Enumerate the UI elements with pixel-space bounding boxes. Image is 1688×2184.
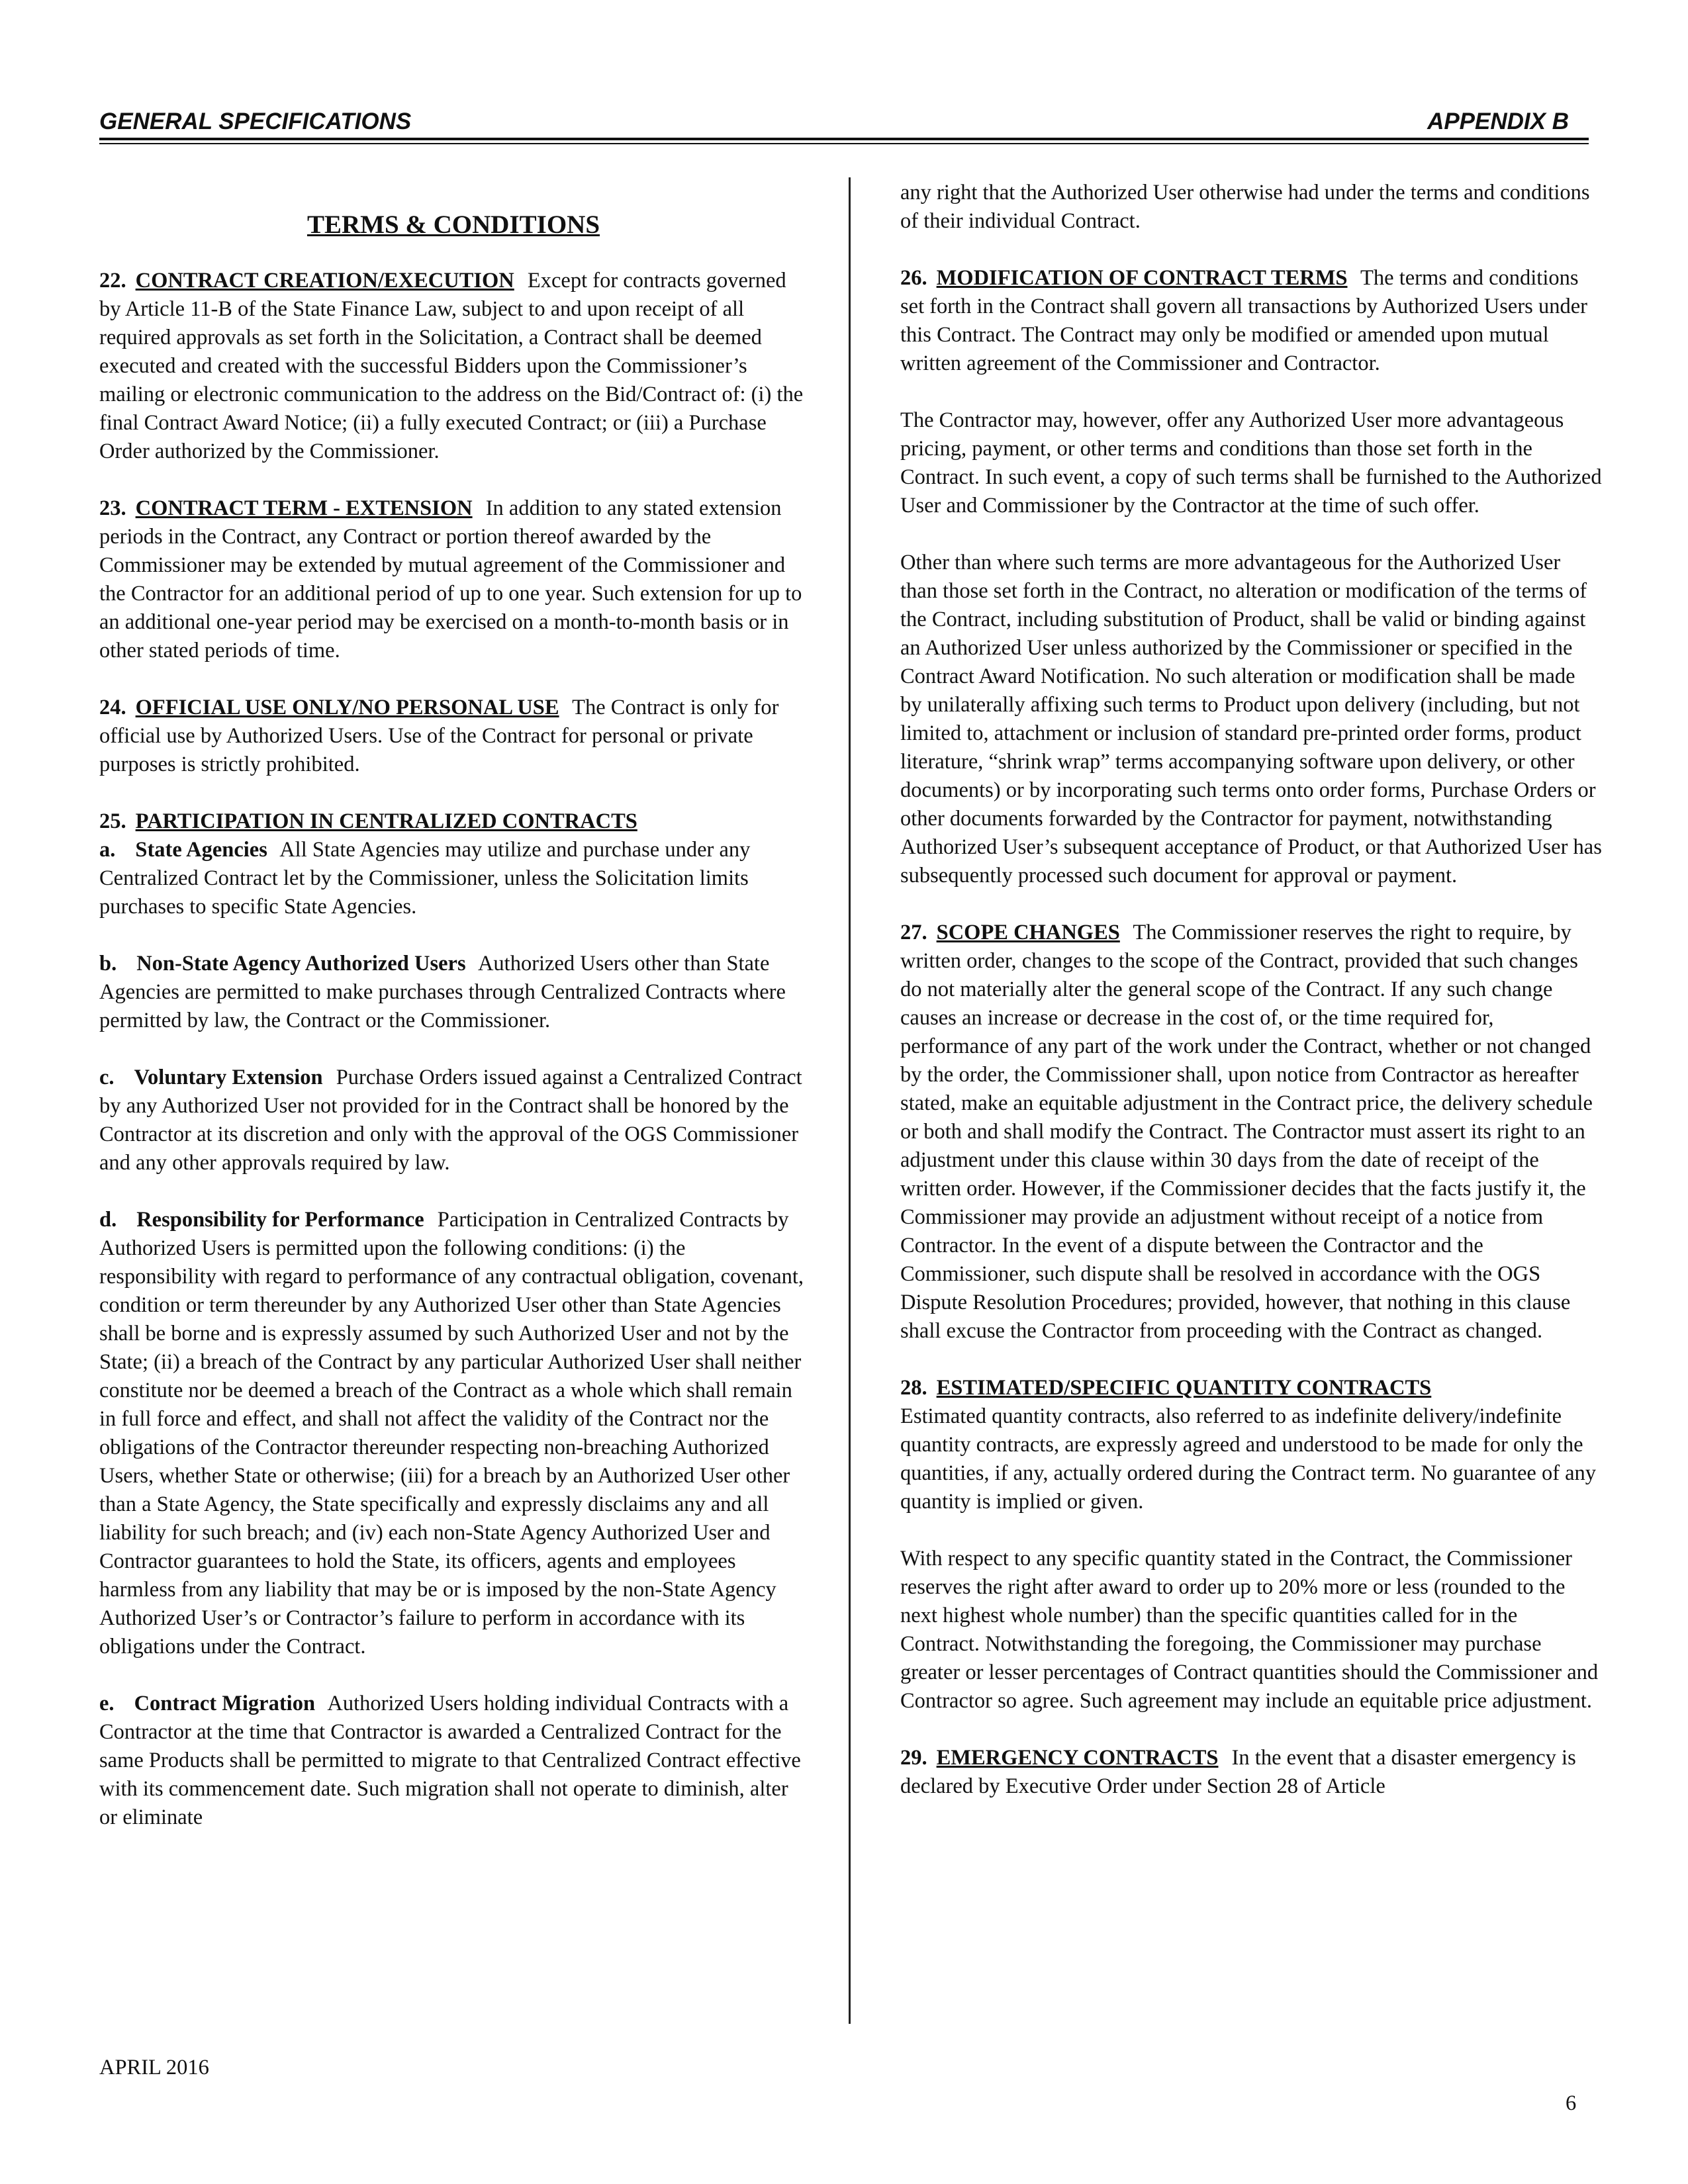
subsection-heading: Responsibility for Performance	[136, 1208, 424, 1232]
section-25b	[99, 950, 808, 1035]
section-text: The Contract is only for official use by Authorized Users. Use of the Contract for personal or private purposes is strictly prohibited.	[99, 696, 779, 776]
section-28-paragraph-2: With respect to any specific quantity stated in the Contract, the Commissioner reserves the right after award to order up to 20% more or less (rounded to the next highest whole number) than the specific quantities called for in the Contract. Notwithstanding the foregoing, the Commissioner may purchase greater or lesser percentages of Contract quantities should the Commissioner and Contractor so agree. Such agreement may include an equitable price adjustment.	[900, 1547, 1599, 1713]
section-heading: PARTICIPATION IN CENTRALIZED CONTRACTS	[135, 809, 637, 833]
section-number: 22.	[99, 269, 126, 293]
left-column	[99, 179, 808, 1832]
section-25d	[99, 1206, 808, 1661]
section-number: 27.	[900, 921, 927, 944]
section-text: The terms and conditions set forth in the Contract shall govern all transactions by Authorized Users under this Contract. The Contract may only be modified or amended upon mutual written agreement of the Commissioner and Contractor.	[900, 266, 1587, 375]
section-26-paragraph-3: Other than where such terms are more advantageous for the Authorized User than those set forth in the Contract, no alteration or modification of the terms of the Contract, including substitution of Product, shall be valid or binding against an Authorized User unless authorized by the Commissioner or specified in the Contract Award Notification. No such alteration or modification shall be made by unilaterally affixing such terms to Product upon delivery (including, but not limited to, attachment or inclusion of standard pre-printed order forms, product literature, “shrink wrap” terms accompanying software upon delivery, or other documents) or by incorporating such terms onto order forms, Purchase Orders or other documents forwarded by the Contractor for payment, notwithstanding Authorized User’s subsequent acceptance of Product, or that Authorized User has subsequently processed such document for approval or payment.	[900, 551, 1602, 887]
section-25a	[99, 807, 808, 921]
section-number: 25.	[99, 809, 126, 833]
section-text: Except for contracts governed by Article 11-B of the State Finance Law, subject to and upon receipt of all required approvals as set forth in the Solicitation, a Contract shall be deemed executed and created with the successful Bidders upon the Commissioner’s mailing or electronic communication to the address on the Bid/Contract of: (i) the final Contract Award Notice; (ii) a fully executed Contract; or (iii) a Purchase Order authorized by the Commissioner.	[99, 269, 804, 463]
section-number: 26.	[900, 266, 927, 290]
section-heading: SCOPE CHANGES	[936, 921, 1120, 944]
column-divider	[849, 177, 851, 2024]
subsection-text: Purchase Orders issued against a Centralized Contract by any Authorized User not provided for in the Contract shall be honored by the Contractor at its discretion and only with the approval of the OGS Commissioner and any other approvals required by law.	[99, 1066, 802, 1175]
page-title: TERMS & CONDITIONS	[306, 210, 600, 239]
subsection-text: All State Agencies may utilize and purchase under any Centralized Contract let by the Commissioner, unless the Solicitation limits purchases to specific State Agencies.	[99, 838, 751, 919]
subsection-text: Participation in Centralized Contracts by Authorized Users is permitted upon the following conditions: (i) the responsibility with regard to performance of any contractual obligation, covenant, condition or term thereunder by any Authorized User other than State Agencies shall be borne and is expressly assumed by such Authorized User and not by the State; (ii) a breach of the Contract by any particular Authorized User shall neither constitute nor be deemed a breach of the Contract as a whole which shall remain in full force and effect, and shall not affect the validity of the Contract nor the obligations of the Contractor thereunder respecting non-breaching Authorized Users, whether State or otherwise; (iii) for a breach by an Authorized User other than a State Agency, the State specifically and expressly disclaims any and all liability for such breach; and (iv) each non-State Agency Authorized User and Contractor guarantees to hold the State, its officers, agents and employees harmless from any liability that may be or is imposed by the non-State Agency Authorized User’s or Contractor’s failure to perform in accordance with its obligations under the Contract.	[99, 1208, 804, 1659]
section-heading: MODIFICATION OF CONTRACT TERMS	[936, 266, 1348, 290]
section-26	[900, 264, 1602, 378]
section-heading: CONTRACT CREATION/EXECUTION	[135, 269, 514, 293]
section-25e	[99, 1690, 808, 1832]
subsection-text: Authorized Users other than State Agencies are permitted to make purchases through Centralized Contracts where permitted by law, the Contract or the Commissioner.	[99, 952, 786, 1032]
subsection-heading: State Agencies	[135, 838, 267, 862]
subsection-letter: a.	[99, 838, 116, 862]
section-25c	[99, 1064, 808, 1177]
subsection-heading: Non-State Agency Authorized Users	[136, 952, 466, 976]
header-appendix: APPENDIX B	[1427, 109, 1569, 134]
subsection-letter: d.	[99, 1208, 117, 1232]
header-rule-thick	[99, 138, 1589, 140]
section-text: In the event that a disaster emergency is declared by Executive Order under Section 28 of Article	[900, 1746, 1576, 1798]
section-heading: CONTRACT TERM - EXTENSION	[135, 496, 473, 520]
subsection-heading: Voluntary Extension	[134, 1066, 323, 1089]
section-text: The Commissioner reserves the right to require, by written order, changes to the scope of the Contract, provided that such changes do not materially alter the general scope of the Contract. If any such change causes an increase or decrease in the cost of, or the time required for, performance of any part of the work under the Contract, whether or not changed by the order, the Commissioner shall, upon notice from Contractor as hereafter stated, make an equitable adjustment in the Contract price, the delivery schedule or both and shall modify the Contract. The Contractor must assert its right to an adjustment under this clause within 30 days from the date of receipt of the written order. However, if the Commissioner decides that the facts justify it, the Commissioner may provide an adjustment without receipt of a notice from Contractor. In the event of a dispute between the Contractor and the Commissioner, such dispute shall be resolved in accordance with the OGS Dispute Resolution Procedures; provided, however, that nothing in this clause shall excuse the Contractor from proceeding with the Contract as changed.	[900, 921, 1593, 1343]
section-22	[99, 267, 808, 466]
section-text: In addition to any stated extension periods in the Contract, any Contract or portion thereof awarded by the Commissioner may be extended by mutual agreement of the Commissioner and the Contractor for an additional period of up to one year. Such extension for up to an additional one-year period may be exercised on a month-to-month basis or in other stated periods of time.	[99, 496, 802, 662]
section-28	[900, 1374, 1602, 1516]
section-23	[99, 494, 808, 665]
subsection-heading: Contract Migration	[134, 1692, 316, 1715]
section-text: Estimated quantity contracts, also referred to as indefinite delivery/indefinite quantity contracts, are expressly agreed and understood to be made for only the quantities, if any, actually ordered during the Contract term. No guarantee of any quantity is implied or given.	[900, 1404, 1597, 1514]
section-number: 28.	[900, 1376, 927, 1400]
section-24	[99, 694, 808, 779]
section-29	[900, 1744, 1602, 1801]
subsection-letter: c.	[99, 1066, 115, 1089]
page-number: 6	[1566, 2091, 1577, 2115]
section-heading: ESTIMATED/SPECIFIC QUANTITY CONTRACTS	[936, 1376, 1432, 1400]
subsection-text: Authorized Users holding individual Contracts with a Contractor at the time that Contractor is awarded a Centralized Contract for the same Products shall be permitted to migrate to that Centralized Contract effective with its commencement date. Such migration shall not operate to diminish, alter or eliminate	[99, 1692, 801, 1829]
section-26-paragraph-2: The Contractor may, however, offer any Authorized User more advantageous pricing, payment, or other terms and conditions than those set forth in the Contract. In such event, a copy of such terms shall be furnished to the Authorized User and Commissioner by the Contractor at the time of such offer.	[900, 408, 1602, 518]
section-25e-continuation: any right that the Authorized User otherwise had under the terms and conditions of their individual Contract.	[900, 181, 1590, 233]
subsection-letter: e.	[99, 1692, 115, 1715]
section-number: 24.	[99, 696, 126, 719]
header-title: GENERAL SPECIFICATIONS	[99, 109, 412, 134]
section-number: 23.	[99, 496, 126, 520]
footer-date: APRIL 2016	[99, 2056, 209, 2079]
section-number: 29.	[900, 1746, 927, 1770]
header-rule-thin	[99, 143, 1589, 144]
subsection-letter: b.	[99, 952, 117, 976]
section-heading: OFFICIAL USE ONLY/NO PERSONAL USE	[135, 696, 559, 719]
section-heading: EMERGENCY CONTRACTS	[936, 1746, 1219, 1770]
section-27	[900, 919, 1602, 1345]
right-column	[900, 179, 1602, 1801]
